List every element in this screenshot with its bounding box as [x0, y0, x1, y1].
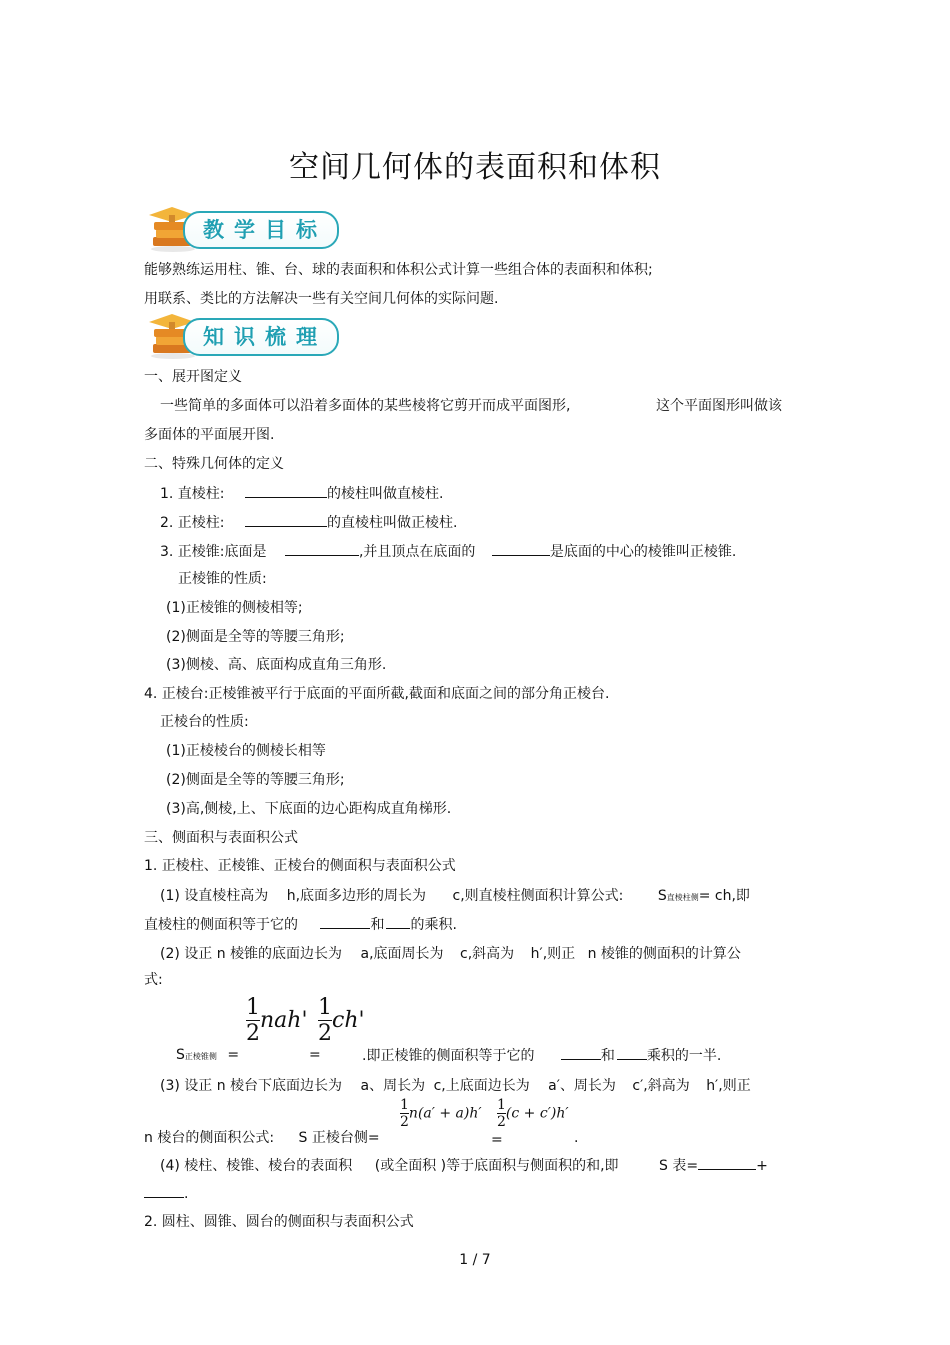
def-label: 2. 正棱柱: [160, 515, 225, 531]
formula-frustum-expr1 [400, 1097, 482, 1130]
var-a-prime: a′ [548, 1078, 560, 1094]
fraction-numerator: 1 [497, 1097, 506, 1113]
text: S 正棱台侧= [298, 1130, 380, 1146]
unfold-text-2: 多面体的平面展开图. [144, 427, 275, 443]
math-expr: n(a′ + a)h′ [408, 1105, 482, 1122]
page-number: 1 / 7 [459, 1252, 491, 1268]
text: (3) 设正 [160, 1078, 213, 1094]
section-banner-knowledge [145, 312, 340, 360]
text: = ch,即 [698, 888, 750, 904]
math-expr: nah' [260, 1008, 308, 1033]
formula-frustum-dot: . [574, 1130, 579, 1146]
frustum-prop-2: (2)侧面是全等的等腰三角形; [166, 772, 345, 788]
var-n: n [216, 1078, 226, 1094]
section-banner-goals [145, 205, 340, 253]
pyramid-prop-1: (1)正棱锥的侧棱相等; [166, 600, 303, 616]
fraction-numerator: 1 [400, 1097, 409, 1113]
fraction-half [497, 1097, 506, 1130]
pyramid-prop-2: (2)侧面是全等的等腰三角形; [166, 629, 345, 645]
formula-prism-line2 [144, 915, 457, 934]
formula-pyramid-expr2 [318, 995, 365, 1046]
banner-title: 知识梳理 [203, 325, 327, 349]
var-a: a [360, 1078, 370, 1094]
var-c-prime: c′ [632, 1078, 644, 1094]
text: S 表= [659, 1158, 699, 1174]
text: (1) 设直棱柱高为 [160, 888, 269, 904]
text: 乘积的一半. [646, 1048, 722, 1064]
var-n: n [216, 946, 226, 962]
formula-pyramid-lhs [176, 1046, 239, 1066]
subscript: 正棱锥侧 [184, 1052, 217, 1061]
def-text: 的直棱柱叫做正棱柱. [326, 515, 458, 531]
text: (2) 设正 [160, 946, 213, 962]
var-c: c [452, 888, 461, 904]
formula-pyramid-line2: 式: [144, 972, 163, 988]
text: 和 [370, 917, 385, 933]
page-title: 空间几何体的表面积和体积 [289, 150, 661, 185]
fraction-numerator: 1 [318, 995, 332, 1020]
text: n 棱台的侧面积公式: [144, 1130, 275, 1146]
var-a: a [360, 946, 370, 962]
fraction-denominator: 2 [318, 1021, 332, 1046]
text: (或全面积 )等于底面积与侧面积的和,即 [374, 1158, 619, 1174]
fill-blank [245, 484, 327, 498]
def-text: 是底面的中心的棱锥叫正棱锥. [549, 544, 737, 560]
goal-line-2: 用联系、类比的方法解决一些有关空间几何体的实际问题. [144, 291, 499, 307]
section-heading-special: 二、特殊几何体的定义 [144, 456, 284, 472]
fill-blank [492, 542, 550, 556]
text: 棱锥的侧面积的计算公 [600, 946, 741, 962]
unfold-text-1b: 这个平面图形叫做该 [656, 398, 782, 414]
frustum-props-title: 正棱台的性质: [160, 714, 249, 730]
text: 和 [600, 1048, 615, 1064]
section-heading-unfold: 一、展开图定义 [144, 369, 242, 385]
text: 的乘积. [410, 917, 457, 933]
text: ,则直棱柱侧面积计算公式: [460, 888, 624, 904]
def-regular-prism [160, 513, 457, 532]
def-text: ,并且顶点在底面的 [358, 544, 476, 560]
goal-line-1: 能够熟练运用柱、锥、台、球的表面积和体积公式计算一些组合体的表面积和体积; [144, 262, 653, 278]
formula-frustum-expr2 [497, 1097, 569, 1130]
text: ,斜高为 [467, 946, 515, 962]
var-c: c [460, 946, 468, 962]
formula-total-line2 [144, 1184, 188, 1203]
def-regular-pyramid [160, 542, 736, 561]
formula-frustum-line2 [144, 1129, 380, 1147]
fraction-denominator: 2 [497, 1114, 506, 1130]
text: ,则正 [718, 1078, 751, 1094]
text: + [756, 1158, 768, 1174]
formula-total-line1 [160, 1156, 768, 1175]
fraction-numerator: 1 [246, 995, 260, 1020]
formula-frustum-equals: = [491, 1132, 503, 1148]
fraction-half [400, 1097, 409, 1130]
fraction-denominator: 2 [246, 1021, 260, 1046]
var-S: S [176, 1047, 185, 1063]
fill-blank [320, 915, 370, 929]
math-expr: ch' [332, 1008, 365, 1033]
text: ,斜高为 [643, 1078, 690, 1094]
fill-blank [698, 1156, 756, 1170]
formula-pyramid-expr1 [246, 995, 308, 1046]
var-c: c [433, 1078, 442, 1094]
text: 、周长为 [559, 1078, 616, 1094]
fill-blank [144, 1184, 184, 1198]
math-expr: (c + c′)h′ [505, 1105, 569, 1122]
subsection-1: 1. 正棱柱、正棱锥、正棱台的侧面积与表面积公式 [144, 858, 456, 874]
var-S: S [657, 888, 667, 904]
fill-blank [285, 542, 359, 556]
text: (4) 棱柱、棱锥、棱台的表面积 [160, 1158, 353, 1174]
equals: = [227, 1047, 240, 1063]
text: 直棱柱的侧面积等于它的 [144, 917, 298, 933]
formula-prism-line1 [160, 887, 750, 907]
section-heading-area: 三、侧面积与表面积公式 [144, 830, 298, 846]
fill-blank [386, 915, 410, 929]
text: 棱台下底面边长为 [230, 1078, 343, 1094]
formula-pyramid-tail [362, 1046, 721, 1065]
pyramid-prop-3: (3)侧棱、高、底面构成直角三角形. [166, 657, 387, 673]
pyramid-props-title: 正棱锥的性质: [178, 571, 267, 587]
text: ,上底面边长为 [441, 1078, 530, 1094]
text: 棱锥的底面边长为 [230, 946, 343, 962]
def-label: 3. 正棱锥:底面是 [160, 544, 267, 560]
text: ,底面周长为 [369, 946, 444, 962]
unfold-text-1a: 一些简单的多面体可以沿着多面体的某些棱将它剪开而成平面图形, [160, 398, 571, 414]
frustum-prop-3: (3)高,侧棱,上、下底面的边心距构成直角梯形. [166, 801, 452, 817]
var-h-prime: h′ [530, 946, 543, 962]
fraction-denominator: 2 [400, 1114, 409, 1130]
subsection-2: 2. 圆柱、圆锥、圆台的侧面积与表面积公式 [144, 1214, 414, 1230]
fraction-half [318, 995, 332, 1046]
text: ,底面多边形的周长为 [295, 888, 427, 904]
banner-title: 教学目标 [203, 218, 327, 242]
formula-pyramid-line1 [160, 945, 741, 963]
fill-blank [617, 1046, 647, 1060]
fraction-half [246, 995, 260, 1046]
def-regular-frustum: 4. 正棱台:正棱锥被平行于底面的平面所截,截面和底面之间的部分角正棱台. [144, 686, 610, 702]
text: ,则正 [542, 946, 576, 962]
formula-pyramid-equals: = [309, 1047, 321, 1063]
fill-blank [245, 513, 327, 527]
text: . [184, 1186, 189, 1202]
var-h-prime: h′ [706, 1078, 719, 1094]
subscript: 直棱柱侧 [666, 893, 699, 902]
def-right-prism [160, 484, 443, 503]
var-h: h [286, 888, 296, 904]
text: 、周长为 [369, 1078, 426, 1094]
def-text: 的棱柱叫做直棱柱. [326, 486, 444, 502]
var-n: n [587, 946, 597, 962]
text: .即正棱锥的侧面积等于它的 [362, 1048, 535, 1064]
formula-frustum-line1 [160, 1077, 751, 1095]
fill-blank [561, 1046, 601, 1060]
frustum-prop-1: (1)正棱棱台的侧棱长相等 [166, 743, 326, 759]
def-label: 1. 直棱柱: [160, 486, 225, 502]
